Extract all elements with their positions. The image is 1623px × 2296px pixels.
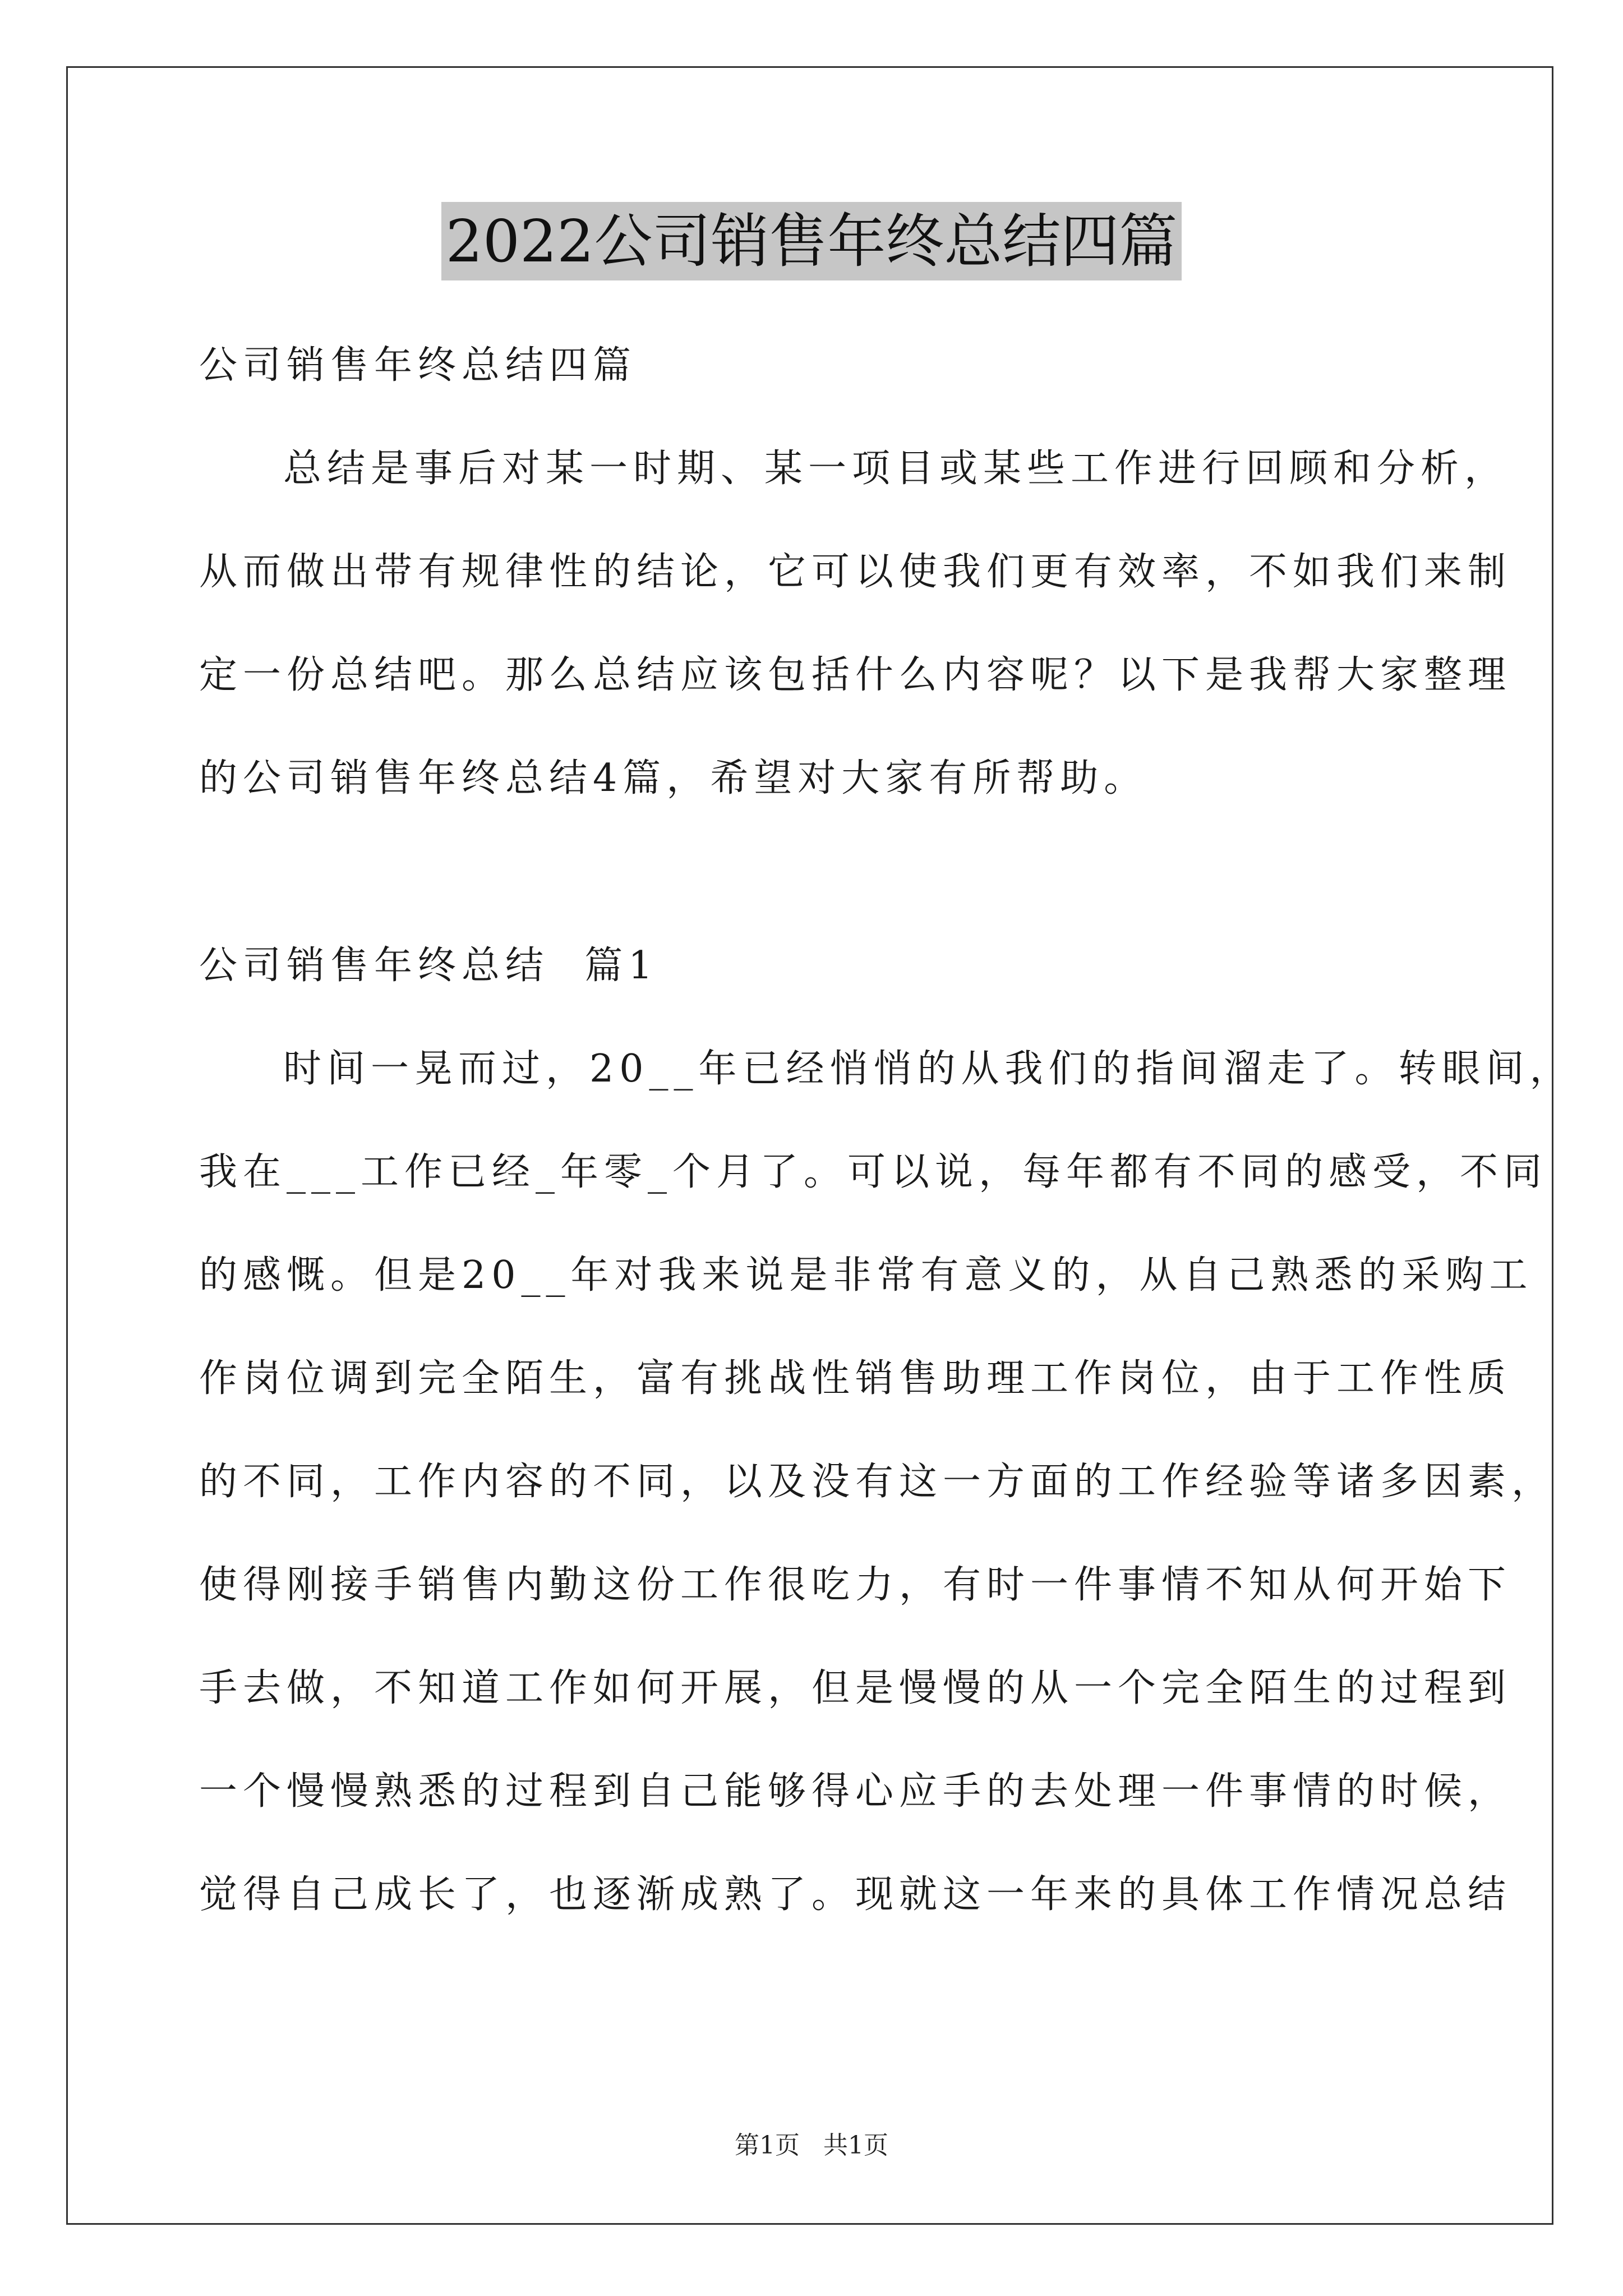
page-footer bbox=[0, 2129, 1623, 2162]
section-line: 的不同，工作内容的不同，以及没有这一方面的工作经验等诸多因素， bbox=[199, 1460, 1556, 1504]
document-title: 2022公司销售年终总结四篇 bbox=[441, 202, 1182, 280]
intro-line: 定一份总结吧。那么总结应该包括什么内容呢？以下是我帮大家整理 bbox=[199, 653, 1512, 697]
intro-line: 的公司销售年终总结4篇，希望对大家有所帮助。 bbox=[199, 756, 1148, 800]
section-line: 使得刚接手销售内勤这份工作很吃力，有时一件事情不知从何开始下 bbox=[199, 1563, 1512, 1607]
section-line: 一个慢慢熟悉的过程到自己能够得心应手的去处理一件事情的时候， bbox=[199, 1769, 1512, 1814]
section-heading: 公司销售年终总结 篇1 bbox=[199, 944, 658, 988]
section-line: 作岗位调到完全陌生，富有挑战性销售助理工作岗位，由于工作性质 bbox=[199, 1356, 1512, 1401]
intro-line: 从而做出带有规律性的结论，它可以使我们更有效率，不如我们来制 bbox=[199, 550, 1512, 594]
section-line: 觉得自己成长了，也逐渐成熟了。现就这一年来的具体工作情况总结 bbox=[199, 1872, 1512, 1917]
page-number: 第1页 bbox=[735, 2131, 800, 2160]
paragraph-gap bbox=[199, 830, 1427, 914]
section-line: 的感慨。但是20__年对我来说是非常有意义的，从自己熟悉的采购工 bbox=[199, 1253, 1533, 1297]
page-total: 共1页 bbox=[823, 2131, 888, 2160]
section-line: 时间一晃而过，20__年已经悄悄的从我们的指间溜走了。转眼间， bbox=[283, 1047, 1574, 1091]
section-line: 我在___工作已经_年零_个月了。可以说，每年都有不同的感受，不同 bbox=[199, 1150, 1548, 1194]
intro-line: 总结是事后对某一时期、某一项目或某些工作进行回顾和分析， bbox=[283, 447, 1509, 491]
title-container bbox=[0, 202, 1623, 280]
subtitle: 公司销售年终总结四篇 bbox=[199, 343, 637, 388]
document-body bbox=[199, 314, 1574, 1947]
section-line: 手去做，不知道工作如何开展，但是慢慢的从一个完全陌生的过程到 bbox=[199, 1666, 1512, 1710]
